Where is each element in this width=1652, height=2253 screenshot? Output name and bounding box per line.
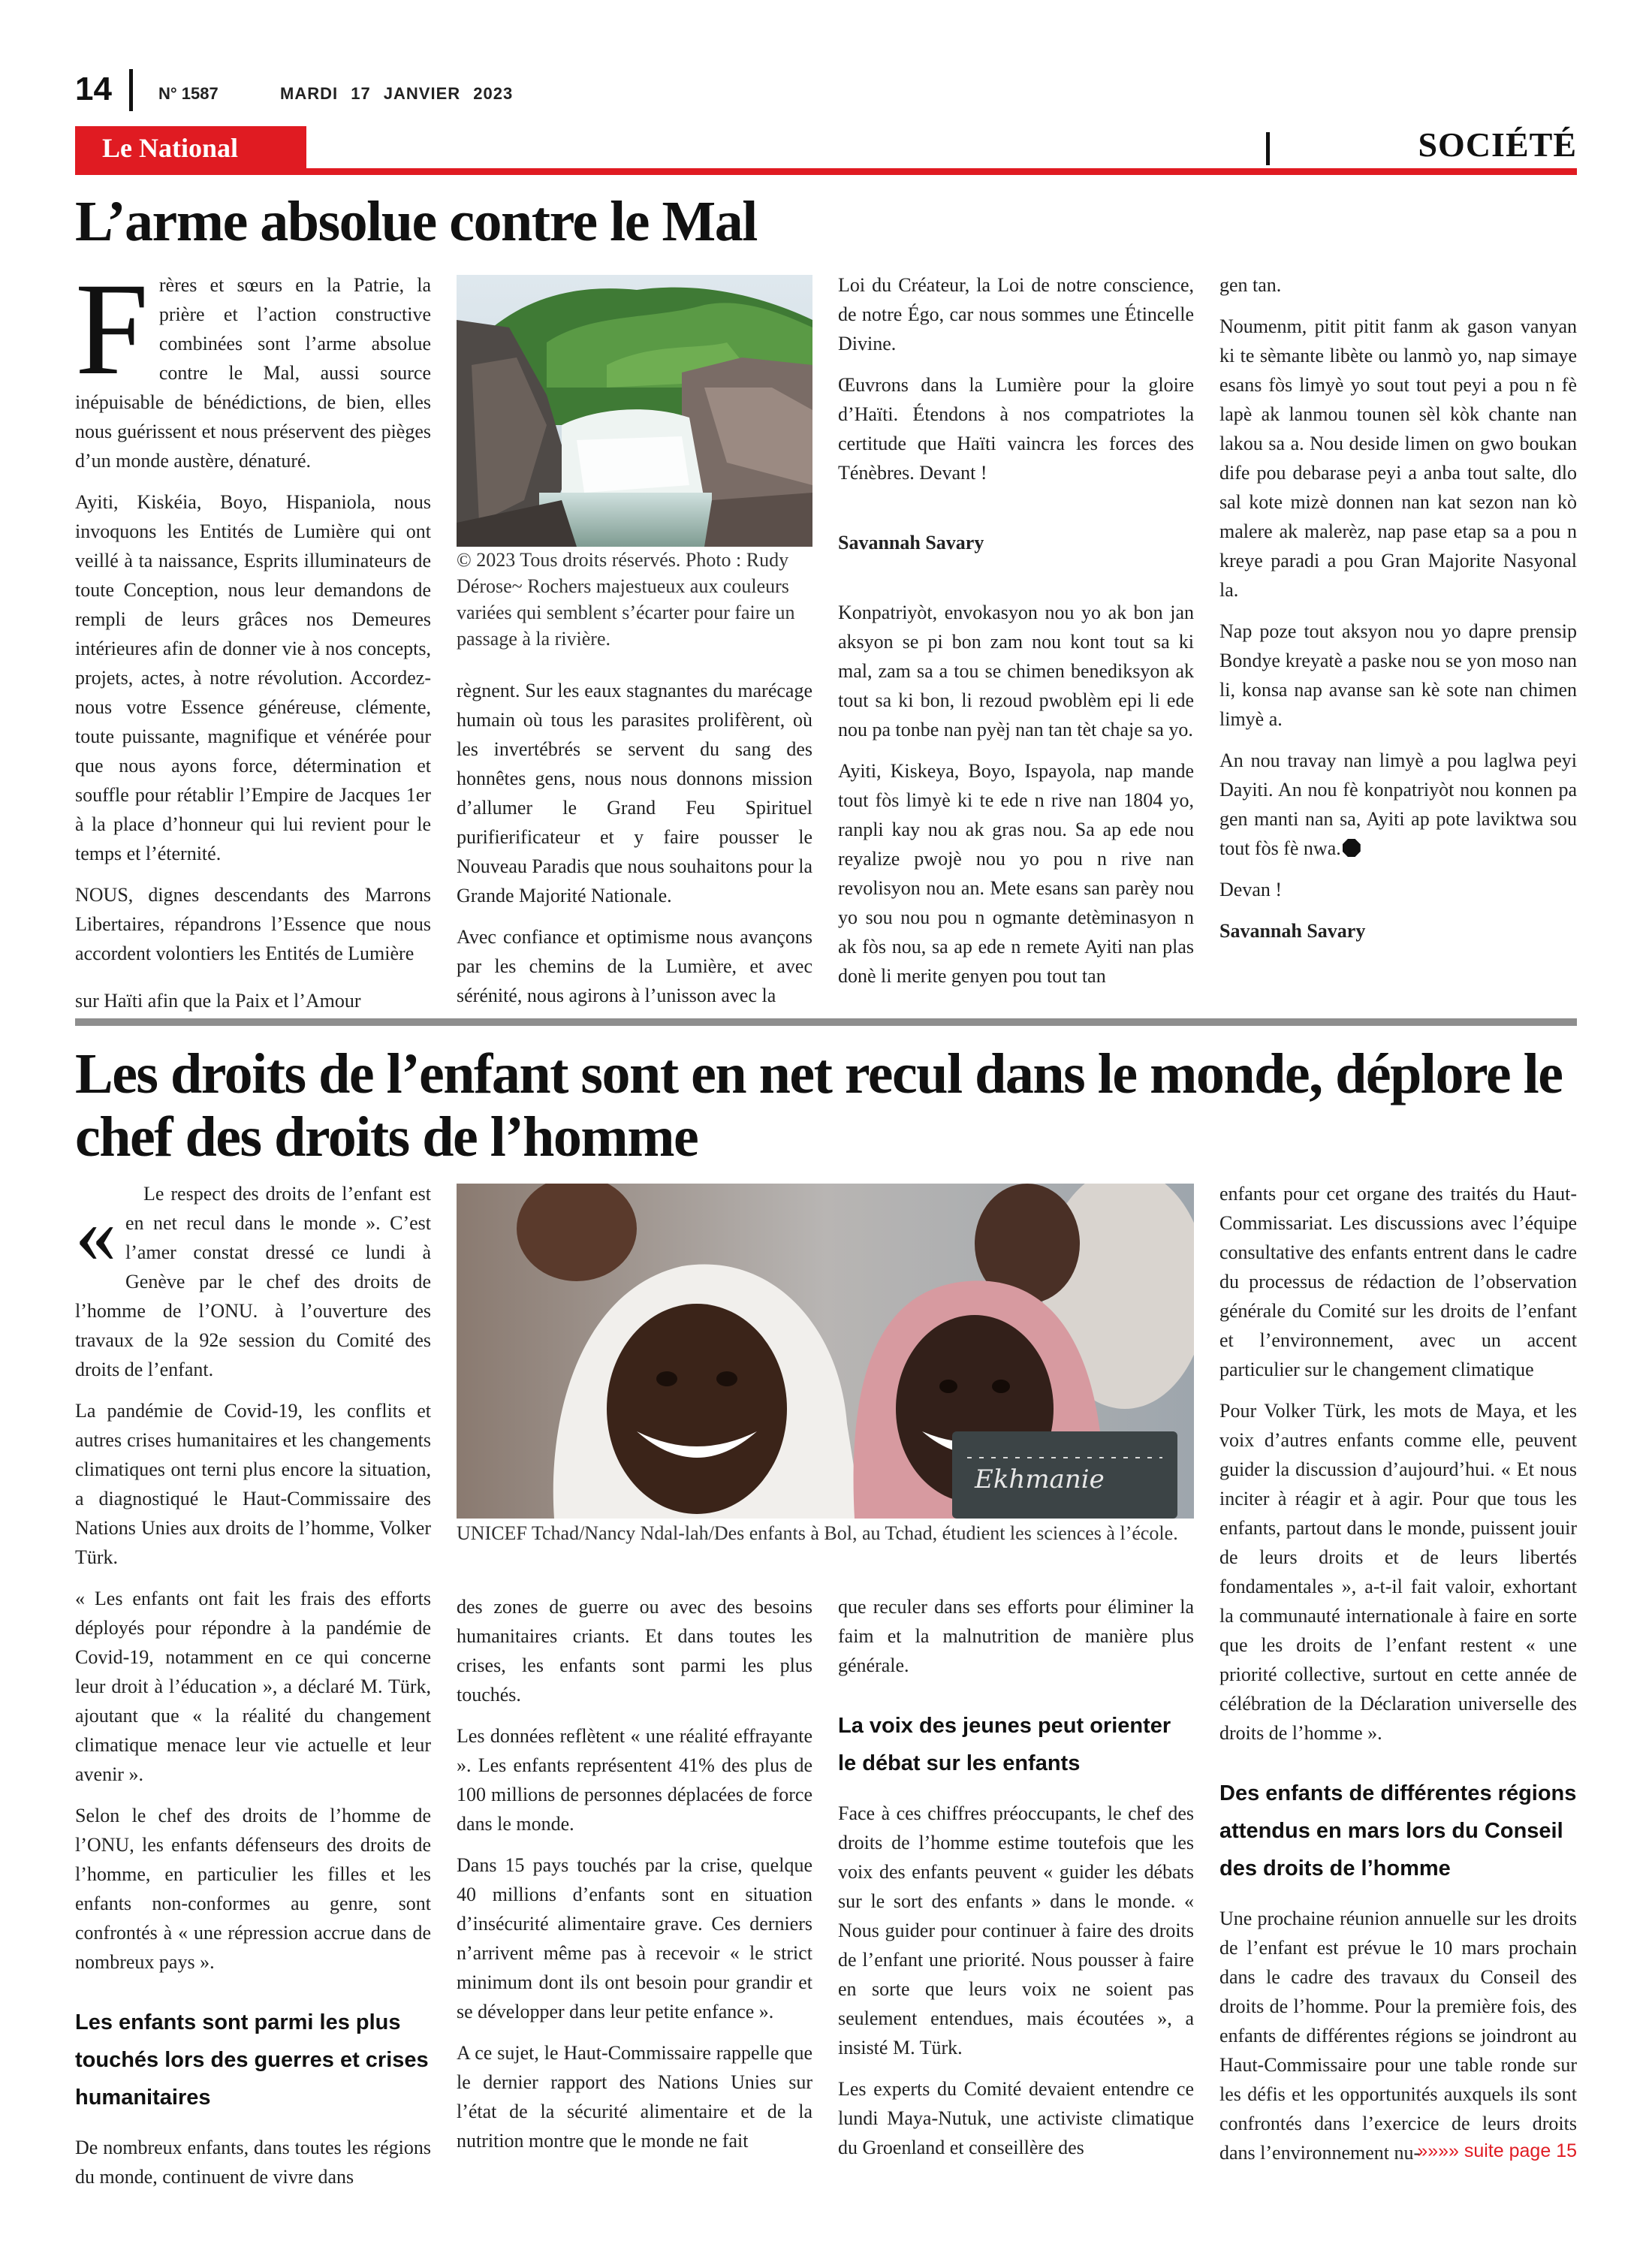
article1-column-3: [838, 270, 1194, 1003]
continued-on-page-link[interactable]: »»»» suite page 15: [1417, 2140, 1577, 2161]
paragraph: Selon le chef des droits de l’homme de l’ONU, les enfants défenseurs des droits de l’homme, en particulier les filles et les enfants non-conformes au genre, sont confrontés à « une répression accrue dans de nombreux pays ».: [75, 1805, 431, 1973]
end-of-article-icon: [1343, 839, 1361, 857]
paragraph: Ayiti, Kiskeya, Boyo, Ispayola, nap mande tout fòs limyè ki te ede n rive nan 1804 yo, ranpli kay nou ak gras nou. Sa ap ede nou reyalize pwojè nou yo pou n rive nan revolisyon nou an. Mete esans san parèy nou yo sou nou pou n ogmante detèminasyon n ak fòs nou, sa ap ede n remete Ayiti nan plas donè li merite genyen pou tout tan: [838, 760, 1194, 987]
subheading: Des enfants de différentes régions attendus en mars lors du Conseil des droits de l’homme: [1219, 1781, 1577, 1881]
paragraph: Nap poze tout aksyon nou yo dapre prensip Bondye kreyatè a paske nou se yon moso nan li, konsa nap avanse san kè sote nan chimen limyè a.: [1219, 620, 1577, 730]
article2-column-3: [838, 1592, 1194, 2174]
paragraph: enfants pour cet organe des traités du Haut-Commissariat. Les discussions avec l’équipe consultative des enfants entrent dans le cadre du processus de rédaction de l’observation générale du Comité sur les droits de l’enfant et l’environnement, avec un accent particulier sur le changement climatique: [1219, 1183, 1577, 1380]
children-classroom-photo: [457, 1184, 1194, 1519]
paragraph-text: An nou travay nan limyè a pou laglwa peyi Dayiti. An nou fè konpatriyòt nou konnen pa gen manti nan sa, Ayiti ap pote laviktwa sou tout fòs fè nwa.: [1219, 749, 1577, 859]
paragraph: Œuvrons dans la Lumière pour la gloire d’Haïti. Étendons à nos compatriotes la certitude que Haïti vaincra les forces des Ténèbres. Devant !: [838, 374, 1194, 484]
paragraph: Konpatriyòt, envokasyon nou yo ak bon jan aksyon se pi bon zam nou kont tout sa ki mal, zam sa a tou se chimen benediksyon ak tout sa ki bon, li rezoud pwoblèm epi li ede nou pa tonbe nan pyèj nan tan tèt chaje sa yo.: [838, 602, 1194, 740]
paragraph: NOUS, dignes descendants des Marrons Libertaires, répandrons l’Essence que nous accordent volontiers les Entités de Lumière: [75, 884, 431, 964]
paragraph: Ayiti, Kiskéia, Boyo, Hispaniola, nous invoquons les Entités de Lumière qui ont veillé à ta naissance, Esprits illuminateurs de toute Conception, nous leur demandons de rempli de leurs grâces nos Demeures intérieures afin de donner vie à nos concepts, projets, actes, à notre révolution. Accordez-nous votre Essence généreuse, clémente, toute puissante, magnifique et vénérée pour que nous ayons force, détermination et souffle pour rétablir l’Empire de Jacques 1er à la place d’honneur qui lui revient pour le temps et l’éternité.: [75, 491, 431, 864]
article2-column-1: [75, 1179, 431, 2203]
paragraph: Une prochaine réunion annuelle sur les droits de l’enfant est prévue le 10 mars prochain dans le cadre des travaux du Conseil des droits de l’homme. Pour la première fois, des enfants de différentes régions se joindront au Haut-Commissaire pour une table ronde sur les défis et les opportunités auxquels ils sont confrontés dans l’exercice de leurs droits dans l’environnement nu-: [1219, 1908, 1577, 2164]
article2-column-4: [1219, 1179, 1577, 2179]
paragraph: Les données reflètent « une réalité effrayante ». Les enfants représentent 41% des plus de 100 millions de personnes déplacées de force dans le monde.: [457, 1725, 812, 1835]
paragraph: La pandémie de Covid-19, les conflits et autres crises humanitaires et les changements climatiques ont terni plus encore la situation, a diagnostiqué le Haut-Commissaire des Nations Unies aux droits de l’homme, Volker Türk.: [75, 1400, 431, 1568]
issue-number: N° 1587: [158, 84, 219, 103]
paragraph: [1219, 746, 1577, 863]
article1-column-1: [75, 256, 431, 1027]
article1-column-2: [457, 676, 812, 1022]
paragraph: des zones de guerre ou avec des besoins humanitaires criants. Et dans toutes les crises, les enfants sont parmi les plus touchés.: [457, 1596, 812, 1706]
article2-headline: Les droits de l’enfant sont en net recul dans le monde, déplore le chef des droits de l’homme: [75, 1042, 1563, 1169]
subheading: La voix des jeunes peut orienter le débat sur les enfants: [838, 1714, 1171, 1775]
article1-photo-caption: © 2023 Tous droits réservés. Photo : Rudy Dérose~ Rochers majestueux aux couleurs variées qui semblent s’écarter pour faire un passage à la rivière.: [457, 549, 795, 650]
section-name: SOCIÉTÉ: [1418, 125, 1577, 164]
paragraph: Devan !: [1219, 879, 1283, 900]
slate-writing: Ekhmanie: [975, 1464, 1105, 1494]
article2-photo-caption: UNICEF Tchad/Nancy Ndal-lah/Des enfants à Bol, au Tchad, étudient les sciences à l’école.: [457, 1522, 1178, 1544]
article-divider: [75, 1018, 1577, 1026]
paragraph: Loi du Créateur, la Loi de notre conscience, de notre Égo, car nous sommes une Étincelle Divine.: [838, 274, 1194, 354]
paragraph: règnent. Sur les eaux stagnantes du marécage humain où tous les parasites prolifèrent, où les invertébrés se servent du sang des honnêtes gens, nous nous donnons mission d’allumer le Grand Feu Spirituel purifierificateur et y faire pousser le Nouveau Paradis que nous souhaitons pour la Grande Majorité Nationale.: [457, 680, 812, 906]
river-rocks-photo: [457, 275, 812, 547]
paragraph: sur Haïti afin que la Paix et l’Amour: [75, 990, 361, 1012]
newspaper-brand: Le National: [102, 133, 239, 163]
drop-cap: F: [75, 256, 149, 403]
page-number-divider: [129, 69, 133, 111]
article1-column-4: [1219, 270, 1577, 958]
paragraph: Noumenm, pitit pitit fanm ak gason vanyan ki te sèmante libète ou lanmò yo, nap simaye esans fòs limyè yo sout tout peyi a pou n fè lapè ak lanmou tounen sèl kòk chante nan lakou sa a. Nou deside limen on gwo boukan dife pou debarase peyi a anba tout salte, dlo sal kote mizè donnen nan kat sezon nan kò malere ak malerèz, nap pase etap sa a pou n kreye paradi a pou Gran Majorite Nasyonal la.: [1219, 315, 1577, 601]
header-rule: [75, 168, 1577, 175]
subheading: Les enfants sont parmi les plus touchés lors des guerres et crises humanitaires: [75, 2010, 429, 2110]
issue-date: MARDI 17 JANVIER 2023: [280, 84, 514, 103]
article2-column-2: [457, 1592, 812, 2167]
paragraph: gen tan.: [1219, 274, 1282, 296]
article1-headline: L’arme absolue contre le Mal: [75, 190, 757, 253]
paragraph: rères et sœurs en la Patrie, la prière et l’action constructive combinées sont l’arme absolue contre le Mal, aussi source inépuisable de bénédictions, de bien, elles nous guérissent et nous préservent des pièges d’un monde austère, dénaturé.: [75, 274, 431, 472]
paragraph: Face à ces chiffres préoccupants, le chef des droits de l’homme estime toutefois que les voix des enfants peuvent « guider les débats sur le sort des enfants » dans le monde. « Nous guider pour continuer à faire des droits de l’enfant une priorité. Nous pousser à faire en sorte que leurs voix ne soient pas seulement entendues, mais écoutées », a insisté M. Türk.: [838, 1802, 1194, 2058]
paragraph: Le respect des droits de l’enfant est en net recul dans le monde ». C’est l’amer constat dressé ce lundi à Genève par le chef des droits de l’homme de l’ONU. à l’ouverture des travaux de la 92e session du Comité des droits de l’enfant.: [75, 1183, 431, 1380]
paragraph: A ce sujet, le Haut-Commissaire rappelle que le dernier rapport des Nations Unies sur l’état de la sécurité alimentaire et de la nutrition montre que le monde ne fait: [457, 2042, 812, 2152]
paragraph: Les experts du Comité devaient entendre ce lundi Maya-Nutuk, une activiste climatique du Groenland et conseillère des: [838, 2078, 1194, 2158]
paragraph: « Les enfants ont fait les frais des efforts déployés pour répondre à la pandémie de Covid-19, notamment en ce qui concerne leur droit à l’éducation », a déclaré M. Türk, ajoutant que « la réalité du changement climatique menace leur vie actuelle et leur avenir ».: [75, 1588, 431, 1785]
paragraph: De nombreux enfants, dans toutes les régions du monde, continuent de vivre dans: [75, 2137, 431, 2188]
paragraph: Pour Volker Türk, les mots de Maya, et les voix d’autres enfants comme elle, peuvent guider la discussion d’aujourd’hui. « Et nous inciter à réagir et à agir. Pour que tous les enfants, partout dans le monde, puissent jouir de leurs droits et de leurs libertés fondamentales », a-t-il fait valoir, exhortant la communauté internationale à faire en sorte que les droits de l’enfant restent « une priorité collective, surtout en cette année de célébration de la Déclaration universelle des droits de l’homme ».: [1219, 1400, 1577, 1744]
author-signature: Savannah Savary: [1219, 920, 1366, 942]
paragraph: Avec confiance et optimisme nous avançons par les chemins de la Lumière, et avec sérénité, nous agirons à l’unisson avec la: [457, 926, 812, 1006]
page-number: 14: [75, 71, 112, 107]
opening-quote-mark: «: [75, 1188, 116, 1280]
paragraph: Dans 15 pays touchés par la crise, quelque 40 millions d’enfants sont en situation d’insécurité alimentaire grave. Ces derniers n’arrivent même pas à recevoir « le strict minimum dont ils ont besoin pour grandir et se développer dans leur petite enfance ».: [457, 1854, 812, 2022]
paragraph: que reculer dans ses efforts pour éliminer la faim et la malnutrition de manière plus générale.: [838, 1596, 1194, 1676]
section-divider: [1266, 132, 1270, 165]
author-signature: Savannah Savary: [838, 532, 984, 553]
